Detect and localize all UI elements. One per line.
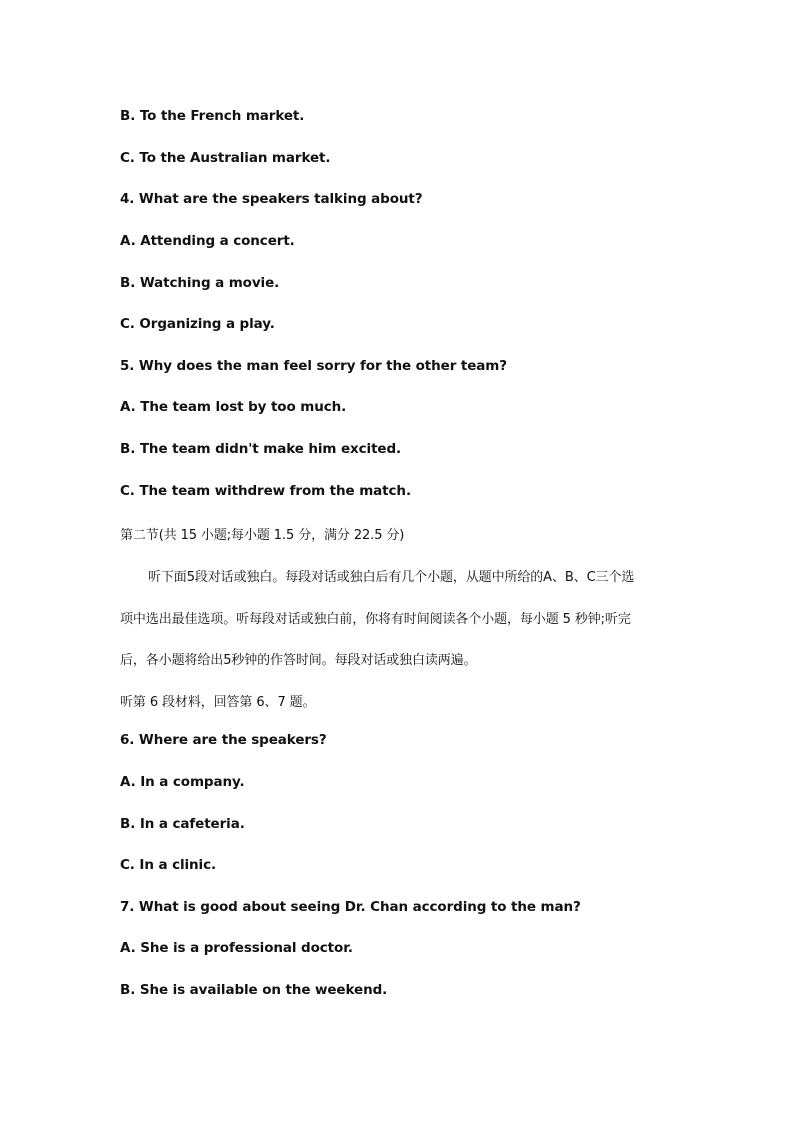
- option-7a: A. She is a professional doctor.: [120, 940, 353, 956]
- option-4b: B. Watching a movie.: [120, 275, 280, 291]
- instructions-line-1: 听下面5段对话或独白。每段对话或独白后有几个小题，从题中所给的A、B、C三个选: [148, 570, 635, 585]
- option-7b: B. She is available on the weekend.: [120, 982, 388, 998]
- material-6-instruction: 听第 6 段材料，回答第 6、7 题。: [120, 695, 316, 710]
- option-6a: A. In a company.: [120, 774, 245, 790]
- question-6: 6. Where are the speakers?: [120, 732, 327, 748]
- instructions-line-3: 后，各小题将给出5秒钟的作答时间。每段对话或独白读两遍。: [120, 653, 477, 668]
- option-5b: B. The team didn't make him excited.: [120, 441, 402, 457]
- question-4: 4. What are the speakers talking about?: [120, 191, 423, 207]
- option-6c: C. In a clinic.: [120, 857, 217, 873]
- section-heading: 第二节(共 15 小题;每小题 1.5 分，满分 22.5 分): [120, 528, 405, 543]
- question-5: 5. Why does the man feel sorry for the other team?: [120, 358, 507, 374]
- option-3b: B. To the French market.: [120, 108, 305, 124]
- option-4a: A. Attending a concert.: [120, 233, 295, 249]
- option-5a: A. The team lost by too much.: [120, 399, 347, 415]
- instructions-line-2: 项中选出最佳选项。听每段对话或独白前，你将有时间阅读各个小题，每小题 5 秒钟;听完: [120, 612, 631, 627]
- option-5c: C. The team withdrew from the match.: [120, 483, 411, 499]
- option-4c: C. Organizing a play.: [120, 316, 275, 332]
- question-7: 7. What is good about seeing Dr. Chan according to the man?: [120, 899, 581, 915]
- option-6b: B. In a cafeteria.: [120, 816, 245, 832]
- option-3c: C. To the Australian market.: [120, 150, 331, 166]
